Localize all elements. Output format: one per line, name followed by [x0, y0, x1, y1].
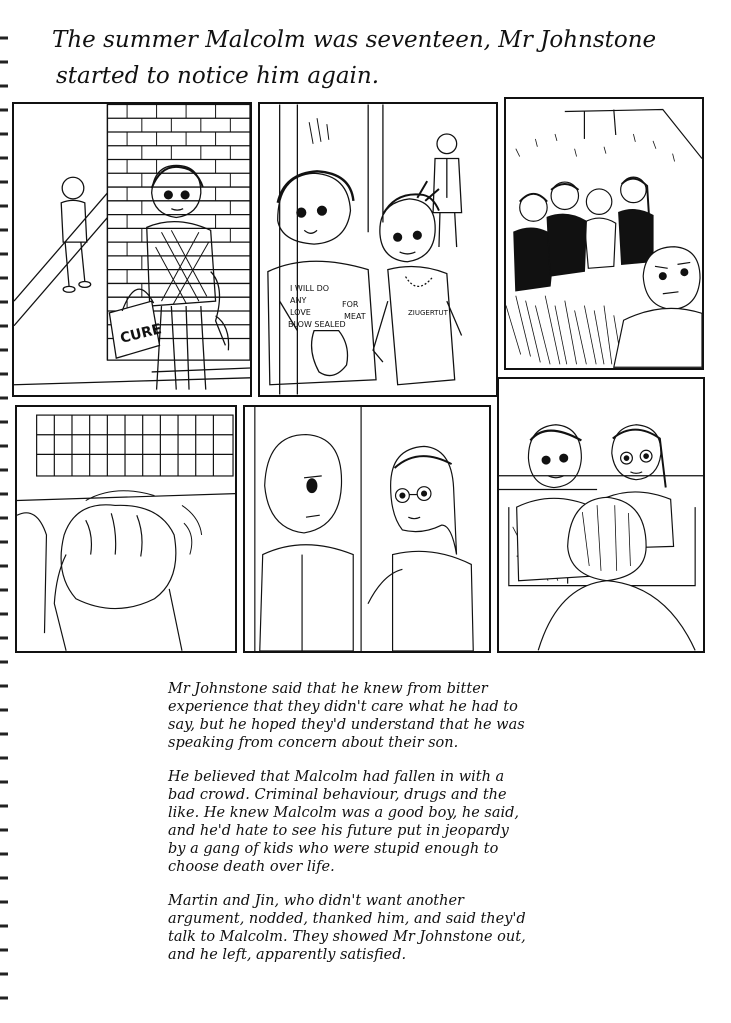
panel-teens-art: [260, 104, 496, 395]
caption-line-1: The summer Malcolm was seventeen, Mr Johnstone: [52, 27, 657, 53]
panel-confrontation-art: [245, 407, 489, 651]
tshirt-text-4: LOVE: [290, 308, 311, 317]
tshirt-text-6: BLOW SEALED: [288, 320, 346, 329]
tshirt-text-5: MEAT: [344, 312, 366, 321]
panel-confrontation: [243, 405, 491, 653]
narration-block: [168, 680, 528, 980]
tshirt-text-1: I WILL DO: [290, 284, 330, 293]
vest-text: ZIUGERTUT: [408, 309, 448, 317]
bag-label: CURE: [118, 321, 164, 347]
panel-fist-art: [17, 407, 235, 651]
tshirt-text-3: FOR: [342, 300, 359, 309]
panel-fist-window: [15, 405, 237, 653]
tshirt-text-2: ANY: [290, 296, 307, 305]
panel-couple-art: [499, 379, 703, 651]
panel-playground-group: [504, 97, 704, 370]
panel-two-teens: [258, 102, 498, 397]
panel-street-art: [14, 104, 250, 395]
panel-playground-art: [506, 99, 702, 368]
caption-line-2: started to notice him again.: [56, 63, 380, 89]
panel-couple-sofa: [497, 377, 705, 653]
narration-paragraph-2: He believed that Malcolm had fallen in with a bad crowd. Criminal behaviour, drugs and the like. He knew Malcolm was a good boy, he said, and he'd hate to see his future put in jeopardy by a gang of kids who were stupid enough to choose death over life.: [168, 769, 520, 875]
page-caption: [52, 22, 692, 94]
panel-street-brick-wall: [12, 102, 252, 397]
spiral-binding: [0, 0, 12, 1023]
narration-paragraph-1: Mr Johnstone said that he knew from bitter experience that they didn't care what he had to say, but he hoped they'd understand that he was speaking from concern about their son.: [168, 681, 525, 751]
narration-paragraph-3: Martin and Jin, who didn't want another argument, nodded, thanked him, and said they'd talk to Malcolm. They showed Mr Johnstone out, and he left, apparently satisfied.: [168, 893, 526, 963]
